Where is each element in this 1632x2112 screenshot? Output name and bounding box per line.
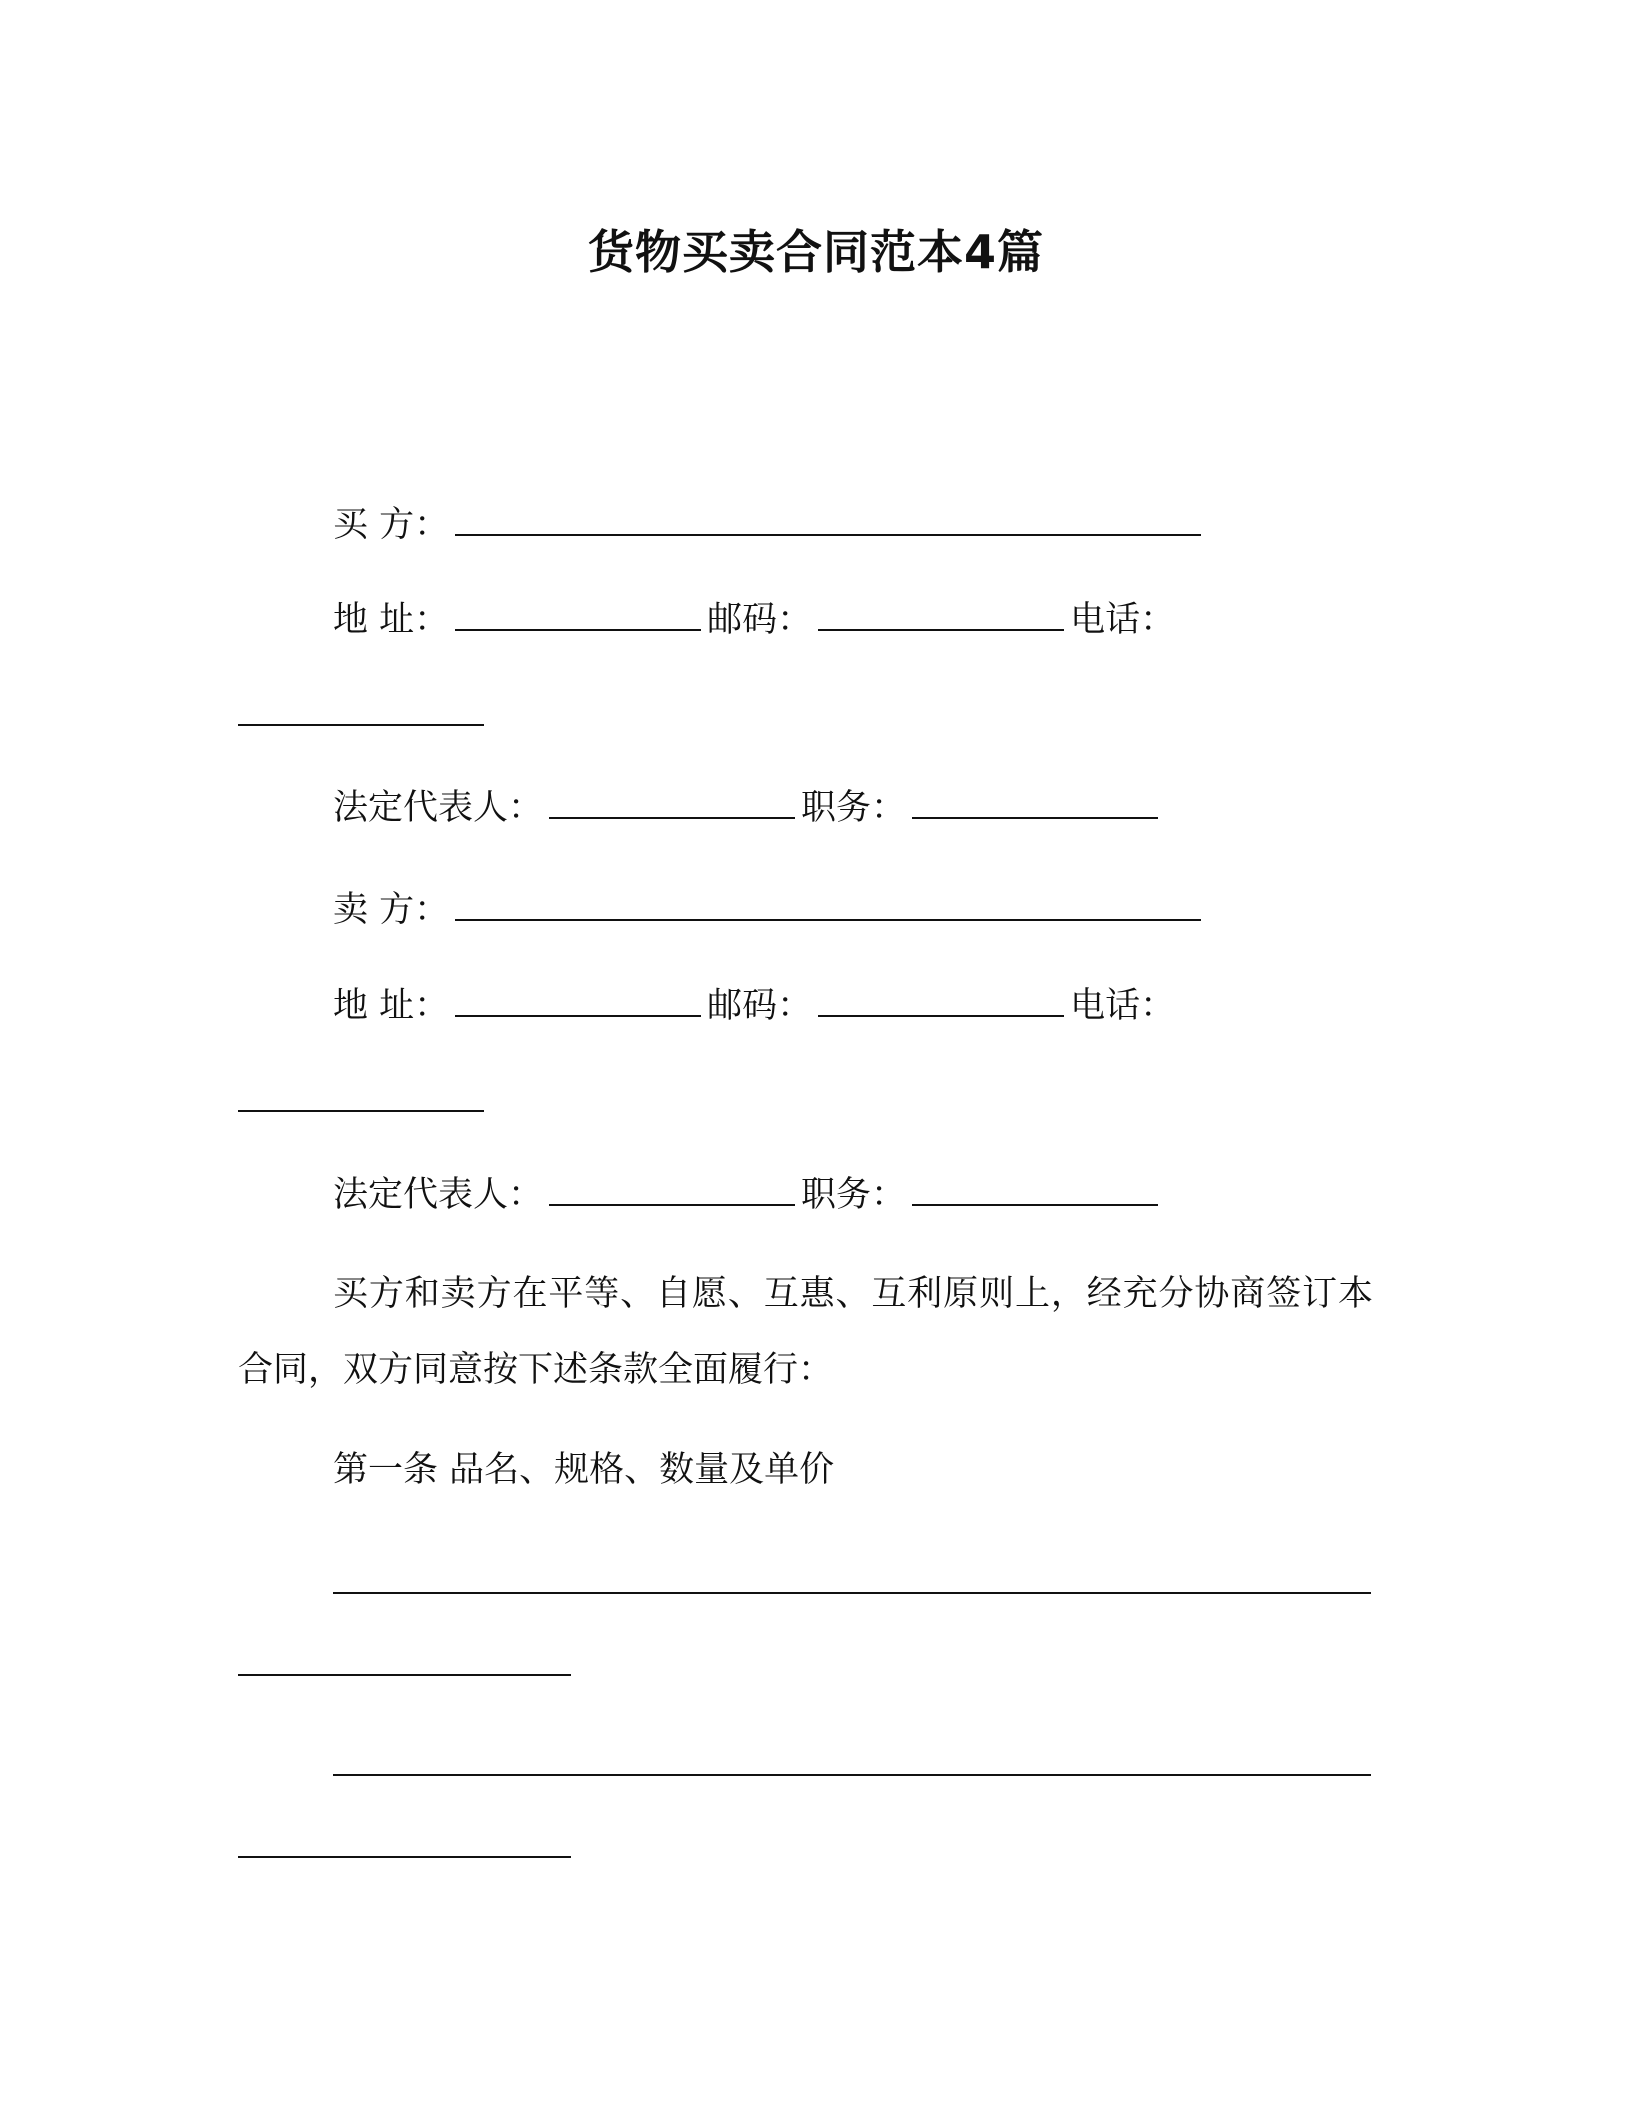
seller-representative-label: 法定代表人： [333, 1175, 544, 1215]
seller-representative-blank[interactable] [549, 1174, 795, 1206]
intro-paragraph: 买方和卖方在平等、自愿、互惠、互利原则上，经充分协商签订本合同，双方同意按下述条款全面履行： [238, 1274, 1373, 1390]
buyer-address-line [333, 595, 1175, 645]
seller-name-blank[interactable] [455, 889, 1201, 921]
seller-address-line [333, 981, 1175, 1031]
article-1-blank-2b[interactable] [238, 1826, 571, 1858]
article-1-blank-1b[interactable] [238, 1644, 571, 1676]
seller-phone-label: 电话： [1070, 986, 1176, 1026]
seller-address-blank[interactable] [455, 985, 701, 1017]
buyer-position-blank[interactable] [912, 787, 1158, 819]
article-1-blank-line-1b [238, 1640, 577, 1690]
buyer-representative-label: 法定代表人： [333, 788, 544, 828]
seller-line [333, 885, 1207, 935]
buyer-name-blank[interactable] [455, 504, 1201, 536]
seller-position-blank[interactable] [912, 1174, 1158, 1206]
buyer-postcode-blank[interactable] [818, 599, 1064, 631]
buyer-address-label: 地 址： [333, 600, 450, 640]
buyer-line [333, 500, 1207, 550]
buyer-label: 买 方： [333, 505, 450, 545]
buyer-phone-line [238, 690, 490, 740]
seller-phone-blank[interactable] [238, 1080, 484, 1112]
buyer-postcode-label: 邮码： [707, 600, 813, 640]
seller-position-label: 职务： [801, 1175, 907, 1215]
article-1-blank-2a[interactable] [333, 1744, 1371, 1776]
buyer-phone-blank[interactable] [238, 694, 484, 726]
seller-representative-line [333, 1170, 1164, 1220]
seller-address-label: 地 址： [333, 986, 450, 1026]
buyer-phone-label: 电话： [1070, 600, 1176, 640]
buyer-position-label: 职务： [801, 788, 907, 828]
article-1-blank-line-2 [333, 1740, 1377, 1790]
article-1-blank-line-1 [333, 1558, 1377, 1608]
buyer-representative-blank[interactable] [549, 787, 795, 819]
seller-postcode-blank[interactable] [818, 985, 1064, 1017]
seller-phone-line [238, 1076, 490, 1126]
seller-label: 卖 方： [333, 890, 450, 930]
article-1-heading: 第一条 品名、规格、数量及单价 [333, 1450, 835, 1490]
buyer-address-blank[interactable] [455, 599, 701, 631]
article-1-blank-1a[interactable] [333, 1562, 1371, 1594]
article-1-blank-line-2b [238, 1822, 577, 1872]
seller-postcode-label: 邮码： [707, 986, 813, 1026]
document-title: 货物买卖合同范本4篇 [587, 225, 1044, 279]
buyer-representative-line [333, 783, 1164, 833]
